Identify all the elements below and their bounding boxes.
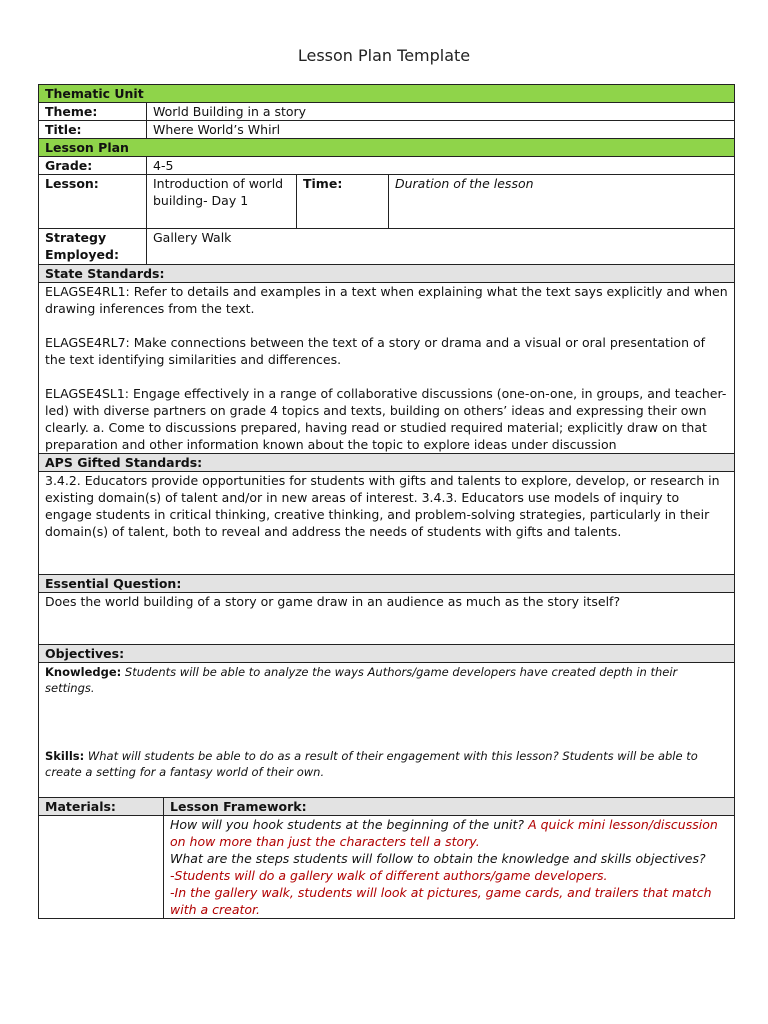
essential-question-text: Does the world building of a story or game draw in an audience as much as the story itself? [39, 593, 735, 645]
lesson-plan-header: Lesson Plan [39, 139, 735, 157]
lesson-plan-table [38, 84, 735, 919]
skills-objective [45, 748, 728, 780]
standard-rl7: ELAGSE4RL7: Make connections between the text of a story or drama and a visual or oral presentation of the text identifying similarities and differences. [45, 335, 706, 367]
materials-framework-header-row [39, 798, 735, 816]
objectives-header-row [39, 645, 735, 663]
gifted-standards-header: APS Gifted Standards: [39, 454, 735, 472]
knowledge-objective [45, 664, 728, 696]
state-standards-header-row [39, 265, 735, 283]
lesson-label: Lesson: [39, 175, 147, 229]
framework-hook-answer: A quick mini lesson/discussion on how more than just the characters tell a story. [170, 817, 718, 849]
gifted-standards-text: 3.4.2. Educators provide opportunities for students with gifts and talents to explore, develop, or research in existing domain(s) of talent and/or in new areas of interest. 3.4.3. Educators use models of inquiry to engage students in critical thinking, creative thinking, and problem-solving strategies, particularly in their domain(s) of talent, both to reveal and address the needs of students with gifts and talents. [39, 472, 735, 575]
title-label: Title: [39, 121, 147, 139]
lesson-value: Introduction of world building- Day 1 [147, 175, 297, 229]
time-label: Time: [297, 175, 389, 229]
framework-steps-prompt: What are the steps students will follow to obtain the knowledge and skills objectives? [170, 851, 706, 866]
standard-sl1: ELAGSE4SL1: Engage effectively in a range of collaborative discussions (one-on-one, in groups, and teacher-led) with diverse partners on grade 4 topics and texts, building on others’ ideas and expressing their own clearly. a. Come to discussions prepared, having read or studied required material; explicitly draw on that preparation and other information known about the topic to explore ideas under discussion [45, 386, 727, 452]
knowledge-text: Students will be able to analyze the ways Authors/game developers have created depth in their settings. [45, 665, 678, 695]
essential-question-row [39, 593, 735, 645]
grade-label: Grade: [39, 157, 147, 175]
thematic-unit-header: Thematic Unit [39, 85, 735, 103]
thematic-unit-header-row [39, 85, 735, 103]
gifted-standards-row [39, 472, 735, 575]
state-standards-body [39, 283, 735, 454]
grade-value: 4-5 [147, 157, 735, 175]
strategy-row [39, 229, 735, 265]
framework-body [164, 816, 735, 919]
theme-label: Theme: [39, 103, 147, 121]
strategy-value: Gallery Walk [147, 229, 735, 265]
knowledge-label: Knowledge: [45, 665, 122, 679]
time-value: Duration of the lesson [389, 175, 735, 229]
essential-question-header-row [39, 575, 735, 593]
title-row [39, 121, 735, 139]
materials-framework-row [39, 816, 735, 919]
materials-header: Materials: [39, 798, 164, 816]
standard-rl1: ELAGSE4RL1: Refer to details and examples in a text when explaining what the text says explicitly and when drawing inferences from the text. [45, 284, 728, 316]
objectives-header: Objectives: [39, 645, 735, 663]
gifted-standards-header-row [39, 454, 735, 472]
objectives-row [39, 663, 735, 798]
state-standards-header: State Standards: [39, 265, 735, 283]
skills-label: Skills: [45, 749, 85, 763]
lesson-row [39, 175, 735, 229]
lesson-plan-header-row [39, 139, 735, 157]
framework-hook-prompt: How will you hook students at the beginning of the unit? [170, 817, 525, 832]
strategy-label: Strategy Employed: [39, 229, 147, 265]
framework-step-1: -Students will do a gallery walk of different authors/game developers. [170, 868, 608, 883]
materials-text [39, 816, 164, 919]
document-title: Lesson Plan Template [297, 46, 471, 65]
essential-question-header: Essential Question: [39, 575, 735, 593]
framework-header: Lesson Framework: [164, 798, 735, 816]
grade-row [39, 157, 735, 175]
theme-value: World Building in a story [147, 103, 735, 121]
theme-row [39, 103, 735, 121]
framework-step-2: -In the gallery walk, students will look at pictures, game cards, and trailers that match with a creator. [170, 885, 712, 917]
skills-text: What will students be able to do as a result of their engagement with this lesson? Students will be able to create a setting for a fantasy world of their own. [45, 749, 698, 779]
state-standards-row [39, 283, 735, 454]
objectives-body [39, 663, 735, 798]
title-value: Where World’s Whirl [147, 121, 735, 139]
